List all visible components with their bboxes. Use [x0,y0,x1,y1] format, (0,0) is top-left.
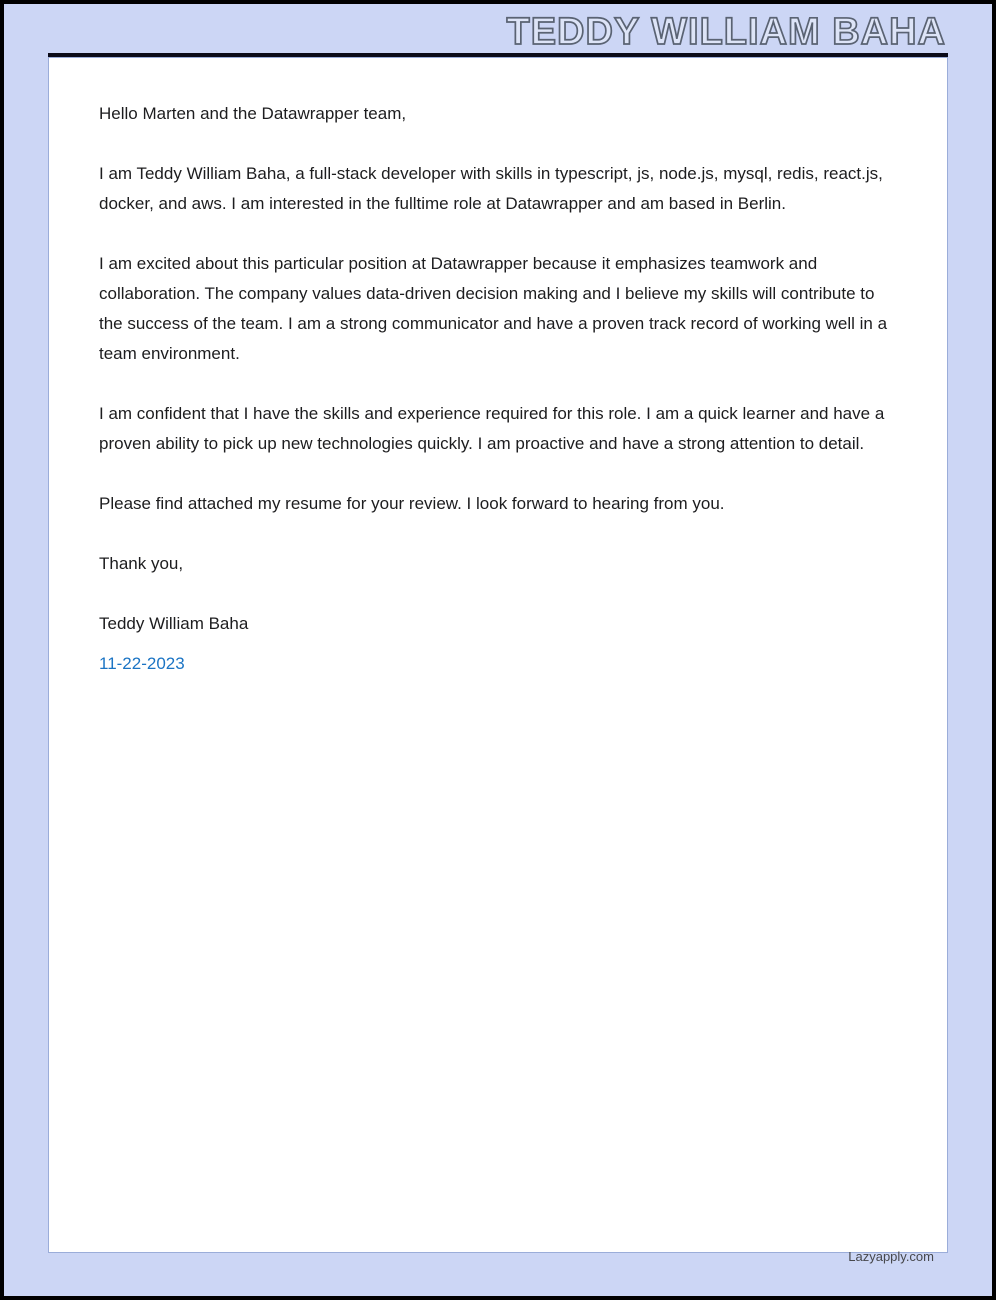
watermark-link[interactable]: Lazyapply.com [848,1249,934,1264]
intro-paragraph: I am Teddy William Baha, a full-stack developer with skills in typescript, js, node.js, mysql, redis, react.js, docker, and aws. I am interested in the fulltime role at Datawrapper and am based in Berlin. [99,164,883,213]
motivation-paragraph: I am excited about this particular position at Datawrapper because it emphasizes teamwork and collaboration. The company values data-driven decision making and I believe my skills will contribute to the success of the team. I am a strong communicator and have a proven track record of working well in a team environment. [99,254,888,363]
greeting-line: Hello Marten and the Datawrapper team, [99,104,407,123]
letter-sheet [48,57,948,1253]
skills-paragraph: I am confident that I have the skills and experience required for this role. I am a quick learner and have a proven ability to pick up new technologies quickly. I am proactive and have a strong attention to detail. [99,404,885,453]
letter-date: 11-22-2023 [99,654,185,673]
signature-name: Teddy William Baha [99,614,249,633]
closing-line: Thank you, [99,554,184,573]
resume-paragraph: Please find attached my resume for your review. I look forward to hearing from you. [99,494,725,513]
letterhead-name: TEDDY WILLIAM BAHA [506,11,946,53]
letterhead [4,4,992,53]
